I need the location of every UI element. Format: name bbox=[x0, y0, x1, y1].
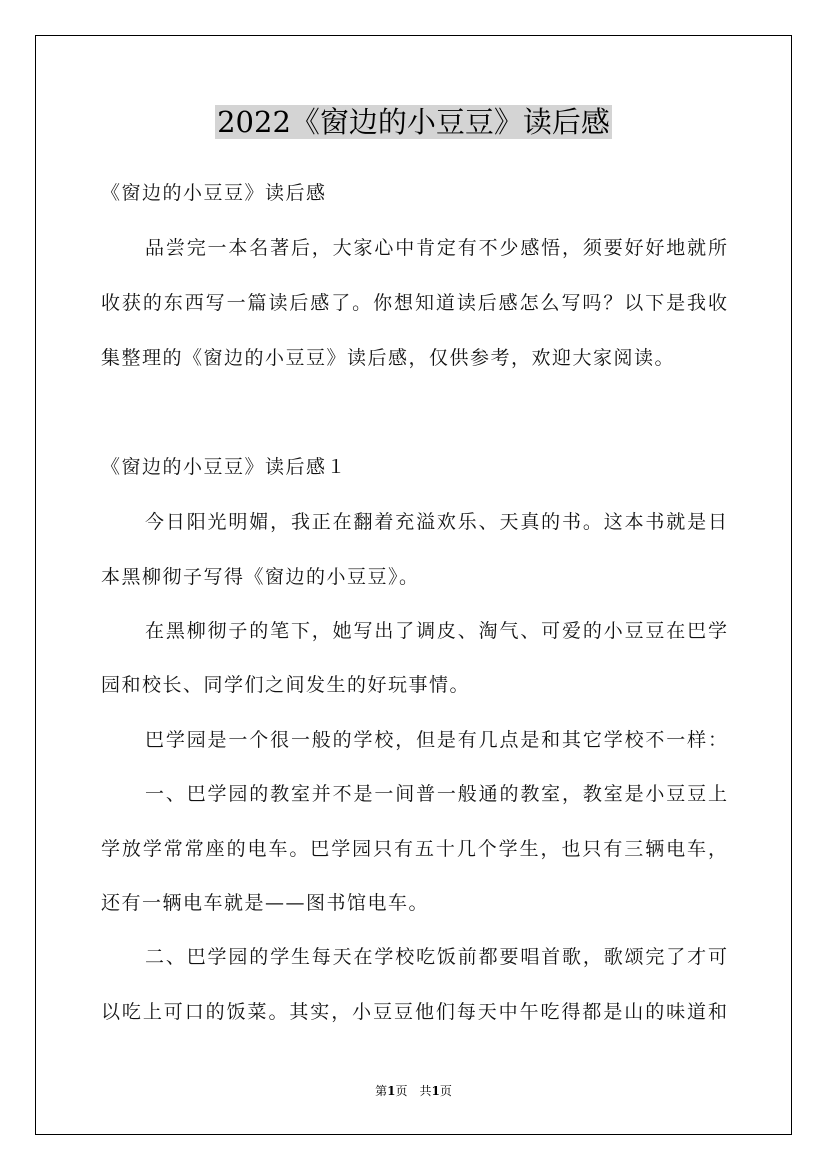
footer-suffix: 页 bbox=[439, 1084, 452, 1098]
intro-line-3: 集整理的《窗边的小豆豆》读后感，仅供参考，欢迎大家阅读。 bbox=[101, 347, 676, 369]
footer-prefix: 第 bbox=[375, 1084, 388, 1098]
footer-page-number: 1 bbox=[387, 1084, 396, 1098]
section-heading: 《窗边的小豆豆》读后感１ bbox=[101, 456, 348, 478]
footer-middle: 页 共 bbox=[395, 1084, 432, 1098]
paragraph5-line-2: 以吃上可口的饭菜。其实，小豆豆他们每天中午吃得都是山的味道和 bbox=[101, 1001, 727, 1023]
paragraph1-line-1: 今日阳光明媚，我正在翻着充溢欢乐、天真的书。这本书就是日 bbox=[145, 511, 727, 533]
intro-line-1: 品尝完一本名著后，大家心中肯定有不少感悟，须要好好地就所 bbox=[145, 237, 727, 259]
subtitle: 《窗边的小豆豆》读后感 bbox=[101, 182, 327, 204]
paragraph1-line-2: 本黑柳彻子写得《窗边的小豆豆》。 bbox=[101, 566, 420, 588]
paragraph3-line-1: 巴学园是一个很一般的学校，但是有几点是和其它学校不一样： bbox=[145, 729, 727, 751]
footer-total-pages: 1 bbox=[431, 1084, 440, 1098]
intro-line-2: 收获的东西写一篇读后感了。你想知道读后感怎么写吗？以下是我收 bbox=[101, 292, 727, 314]
page-title bbox=[0, 100, 827, 144]
paragraph4-line-3: 还有一辆电车就是——图书馆电车。 bbox=[101, 892, 430, 914]
paragraph4-line-2: 学放学常常座的电车。巴学园只有五十几个学生，也只有三辆电车， bbox=[101, 838, 727, 860]
paragraph4-line-1: 一、巴学园的教室并不是一间普一般通的教室，教室是小豆豆上 bbox=[145, 783, 727, 805]
paragraph2-line-1: 在黑柳彻子的笔下，她写出了调皮、淘气、可爱的小豆豆在巴学 bbox=[145, 620, 727, 642]
page-footer bbox=[0, 1083, 827, 1099]
paragraph5-line-1: 二、巴学园的学生每天在学校吃饭前都要唱首歌，歌颂完了才可 bbox=[145, 946, 727, 968]
page-title-text: 2022《窗边的小豆豆》读后感 bbox=[217, 105, 610, 139]
paragraph2-line-2: 园和校长、同学们之间发生的好玩事情。 bbox=[101, 674, 471, 696]
